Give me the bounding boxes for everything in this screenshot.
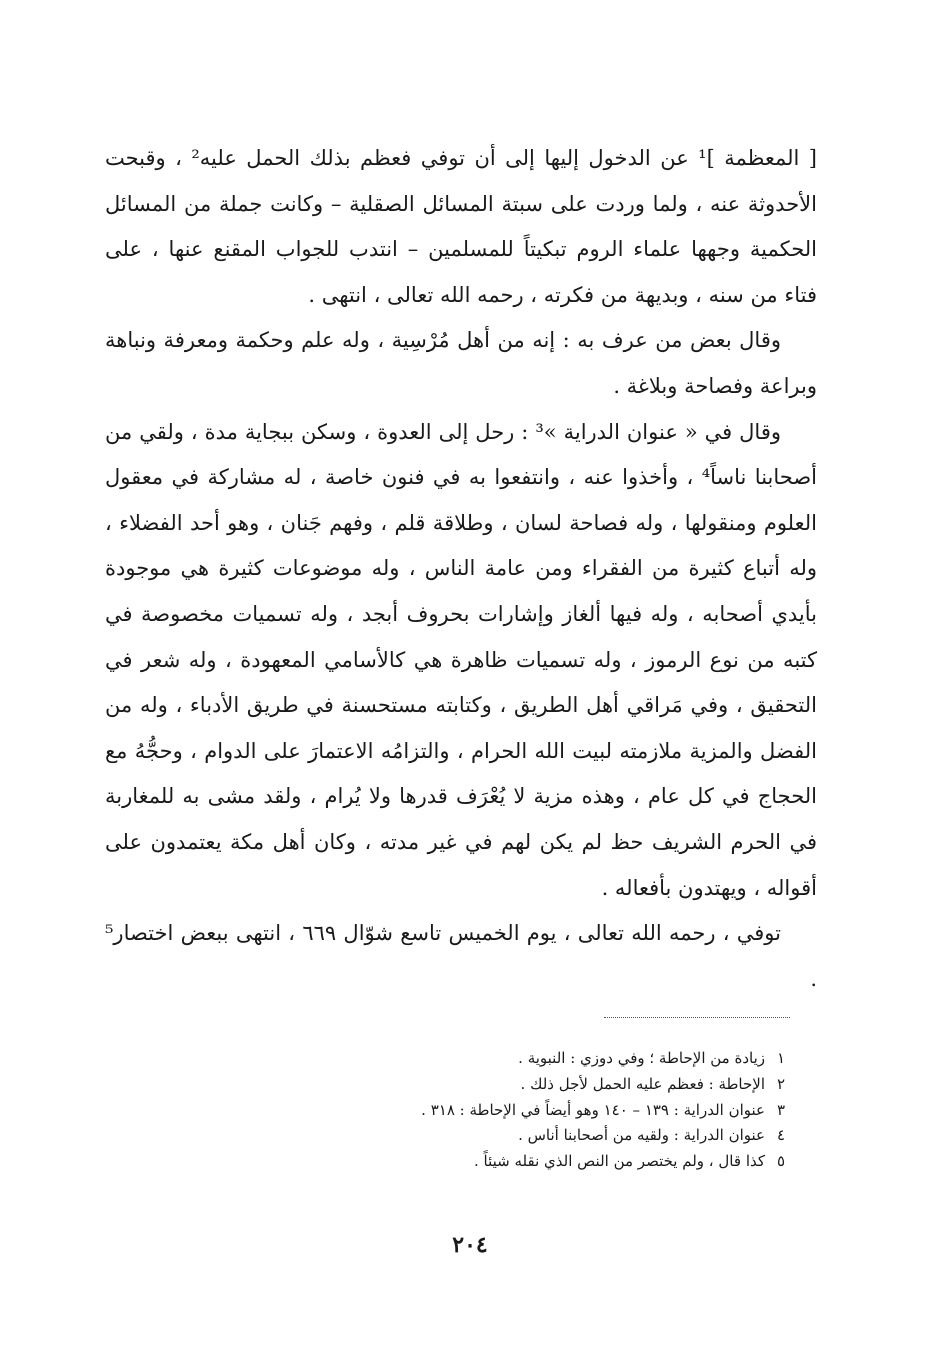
footnote-number: ٢ <box>776 1074 785 1093</box>
footnote-text: عنوان الدراية : ولقيه من أصحابنا أناس . <box>518 1126 765 1145</box>
footnote-number: ٤ <box>776 1126 785 1145</box>
footnote-text: عنوان الدراية : ١٣٩ – ١٤٠ وهو أيضاً في الإحاطة : ٣١٨ . <box>421 1100 765 1119</box>
footnote-separator <box>604 1017 790 1018</box>
main-text <box>105 136 817 1002</box>
footnote-number: ٥ <box>776 1152 785 1171</box>
paragraph-3: وقال في « عنوان الدراية »³ : رحل إلى العدوة ، وسكن ببجاية مدة ، ولقي من أصحابنا ناساً⁴ ، وأخذوا عنه ، وانتفعوا به في فنون خاصة ، له مشاركة في معقول العلوم ومنقولها ، وله فصاحة لسان ، وطلاقة قلم ، وفهم جَنان ، وهو أحد الفضلاء ، وله أتباع كثيرة من الفقراء ومن عامة الناس ، وله موضوعات كثيرة هي موجودة بأيدي أصحابه ، وله فيها ألغاز وإشارات بحروف أبجد ، وله تسميات مخصوصة في كتبه من نوع الرموز ، وله تسميات ظاهرة هي كالأسامي المعهودة ، وله شعر في التحقيق ، وفي مَراقي أهل الطريق ، وكتابته مستحسنة في طريق الأدباء ، وله من الفضل والمزية ملازمته لبيت الله الحرام ، والتزامُه الاعتمارَ على الدوام ، وحجُّهُ مع الحجاج في كل عام ، وهذه مزية لا يُعْرَف قدرها ولا يُرام ، ولقد مشى به للمغاربة في الحرم الشريف حظ لم يكن لهم في غير مدته ، وكان أهل مكة يعتمدون على أقواله ، ويهتدون بأفعاله . <box>105 419 817 900</box>
footnote-2 <box>200 1072 785 1098</box>
footnote-number: ٣ <box>776 1100 785 1119</box>
footnote-text: الإحاطة : فعظم عليه الحمل لأجل ذلك . <box>520 1074 765 1093</box>
footnote-4 <box>200 1123 785 1149</box>
paragraph-1: [ المعظمة ]¹ عن الدخول إليها إلى أن توفي فعظم بذلك الحمل عليه² ، وقبحت الأحدوثة عنه ، ولما وردت على سبتة المسائل الصقلية – وكانت جملة من المسائل الحكمية وجهها علماء الروم تبكيتاً للمسلمين – انتدب للجواب المقنع عنها ، على فتاء من سنه ، وبديهة من فكرته ، رحمه الله تعالى ، انتهى . <box>105 146 817 307</box>
footnote-5 <box>200 1149 785 1175</box>
footnote-1 <box>200 1046 785 1072</box>
footnotes <box>200 1046 785 1175</box>
footnote-number: ١ <box>776 1049 785 1067</box>
footnote-text: كذا قال ، ولم يختصر من النص الذي نقله شيئاً . <box>474 1152 765 1171</box>
page-number: ٢٠٤ <box>452 1232 488 1258</box>
footnote-3 <box>200 1098 785 1124</box>
footnote-text: زيادة من الإحاطة ؛ وفي دوزي : النبوية . <box>518 1049 765 1067</box>
paragraph-4: توفي ، رحمه الله تعالى ، يوم الخميس تاسع شوّال ٦٦٩ ، انتهى ببعض اختصار⁵ . <box>105 921 817 991</box>
paragraph-2: وقال بعض من عرف به : إنه من أهل مُرْسِية ، وله علم وحكمة ومعرفة ونباهة وبراعة وفصاحة وبلاغة . <box>105 328 817 398</box>
